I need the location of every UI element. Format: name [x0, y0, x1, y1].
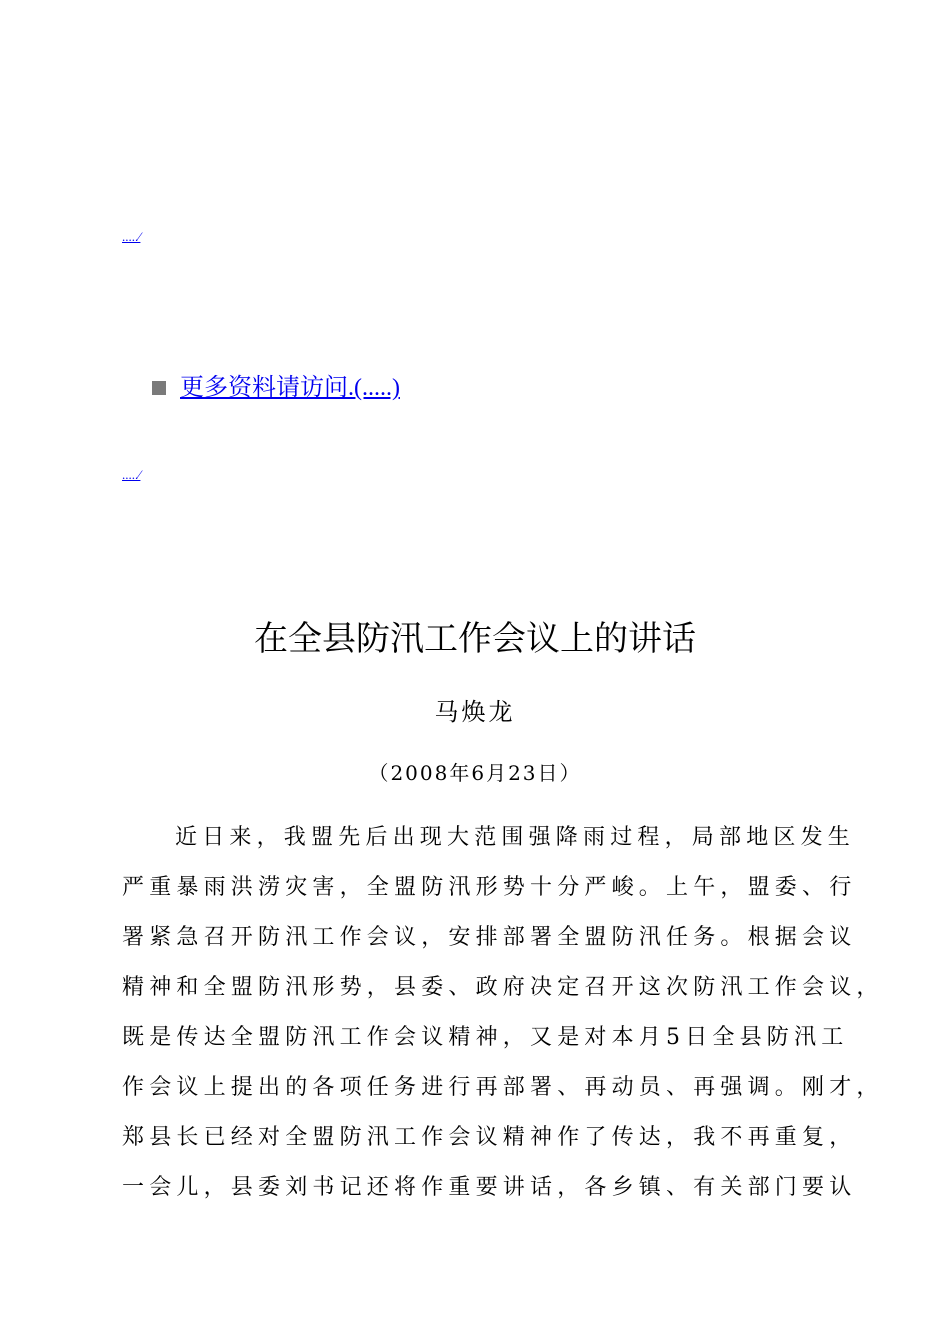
body-line: 既是传达全盟防汛工作会议精神，又是对本月5日全县防汛工: [122, 1025, 849, 1050]
body-text: [122, 818, 884, 1218]
body-line: 严重暴雨洪涝灾害，全盟防汛形势十分严峻。上午，盟委、行: [122, 875, 857, 900]
document-author: 马焕龙: [434, 698, 516, 726]
body-line: 一会儿，县委刘书记还将作重要讲话，各乡镇、有关部门要认: [122, 1175, 857, 1200]
document-date: （2008年6月23日）: [368, 761, 582, 785]
document-title: 在全县防汛工作会议上的讲话: [254, 619, 696, 659]
top-link[interactable]: .....∕: [122, 229, 141, 244]
body-line: 作会议上提出的各项任务进行再部署、再动员、再强调。刚才，: [122, 1075, 884, 1100]
body-line: 郑县长已经对全盟防汛工作会议精神作了传达，我不再重复，: [122, 1125, 857, 1150]
middle-link[interactable]: .....∕: [122, 467, 141, 482]
bullet-row: [152, 372, 400, 404]
body-line: 近日来，我盟先后出现大范围强降雨过程，局部地区发生: [175, 825, 856, 850]
more-resources-link[interactable]: 更多资料请访问.(.....): [180, 375, 400, 401]
body-line: 署紧急召开防汛工作会议，安排部署全盟防汛任务。根据会议: [122, 925, 857, 950]
square-bullet-icon: [152, 381, 166, 395]
body-line: 精神和全盟防汛形势，县委、政府决定召开这次防汛工作会议，: [122, 975, 884, 1000]
